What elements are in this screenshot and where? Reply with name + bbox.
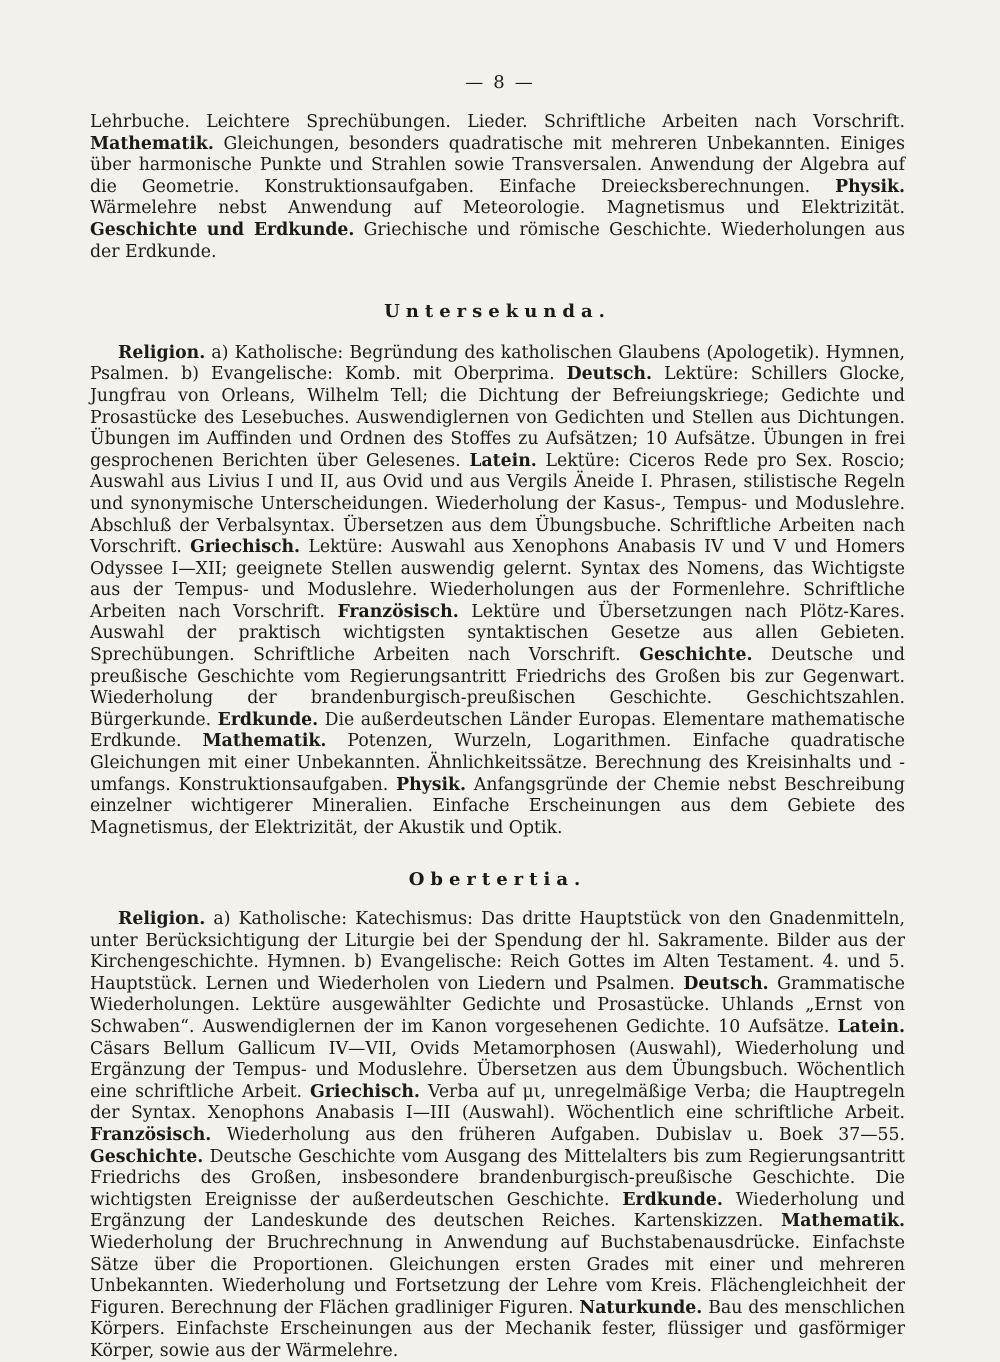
body-text: Potenzen, Wurzeln, Logarithmen. Einfache quadratische Gleichungen mit einer Unbekannten. Ähnlichkeitssätze. Berechnung des Kreisinhalts und -umfangs. Konstruktionsaufgaben. — [90, 731, 905, 795]
subject-keyword: Naturkunde. — [579, 1297, 703, 1318]
subject-keyword: Latein. — [837, 1016, 905, 1037]
page-body — [90, 112, 905, 1362]
subject-keyword: Griechisch. — [190, 537, 301, 558]
body-text: Lektüre: Auswahl aus Xenophons Anabasis IV und V und Homers Odyssee I—XII; geeignete Stellen auswendig gelernt. Syntax des Nomens, das Wichtigste aus der Tempus- und Moduslehre. Wiederholungen aus der Formenlehre. Schriftliche Arbeiten nach Vorschrift. — [90, 537, 905, 622]
subject-keyword: Religion. — [118, 909, 206, 929]
subject-keyword: Deutsch. — [566, 364, 653, 385]
subject-keyword: Deutsch. — [683, 973, 769, 994]
page-number: — 8 — — [465, 72, 535, 93]
subject-keyword: Religion. — [118, 342, 206, 363]
subject-keyword: Geschichte. — [639, 645, 753, 666]
subject-keyword: Griechisch. — [310, 1081, 420, 1102]
body-text: Bau des menschlichen Körpers. Einfachste Erscheinungen aus der Mechanik fester, flüssiger und gasförmiger Körper, sowie aus der Wärmelehre. — [90, 1297, 905, 1361]
subject-keyword: Geschichte und Erdkunde. — [90, 219, 355, 240]
untersekunda-paragraph — [90, 343, 905, 840]
body-text: a) Katholische: Katechismus: Das dritte Hauptstück von den Gnadenmitteln, unter Berücksichtigung der Liturgie bei der Spendung der hl. Sakramente. Bilder aus der Kirchengeschichte. Hymnen. b) Evangelische: Reich Gottes im Alten Testament. 4. und 5. Hauptstück. Lernen und Wiederholen von Liedern und Psalmen. — [90, 909, 905, 994]
body-text: Grammatische Wiederholungen. Lektüre ausgewählter Gedichte und Prosastücke. Uhlands „Ernst von Schwaben“. Auswendiglernen der im Kanon vorgesehenen Gedichte. 10 Aufsätze. — [90, 973, 905, 1037]
subject-keyword: Mathematik. — [781, 1211, 905, 1232]
subject-keyword: Latein. — [469, 450, 537, 471]
intro-paragraph — [90, 112, 905, 263]
subject-keyword: Erdkunde. — [217, 709, 319, 730]
subject-keyword: Physik. — [835, 176, 905, 197]
body-text: Gleichungen, besonders quadratische mit mehreren Unbekannten. Einiges über harmonische Punkte und Strahlen sowie Transversalen. Anwendung der Algebra auf die Geometrie. Konstruktionsaufgaben. Einfache Dreiecksberechnungen. — [90, 133, 905, 197]
body-text: a) Katholische: Begründung des katholischen Glaubens (Apologetik). Hymnen, Psalmen. b) Evangelische: Komb. mit Oberprima. — [90, 342, 905, 385]
section-heading-obertertia: Obertertia. — [408, 869, 587, 891]
subject-keyword: Erdkunde. — [622, 1189, 723, 1210]
subject-keyword: Französisch. — [337, 601, 459, 622]
body-text: Verba auf μι, unregelmäßige Verba; die Hauptregeln der Syntax. Xenophons Anabasis I—III (Auswahl). Wöchentlich eine schriftliche Arbeit. — [90, 1081, 905, 1124]
obertertia-paragraph — [90, 909, 905, 1362]
body-text: Deutsche Geschichte vom Ausgang des Mittelalters bis zum Regierungsantritt Friedrichs des Großen, insbesondere brandenburgisch-preußische Geschichte. Die wichtigsten Ereignisse der außerdeutschen Geschichte. — [90, 1146, 905, 1210]
subject-keyword: Physik. — [396, 774, 466, 795]
body-text: Die außerdeutschen Länder Europas. Elementare mathematische Erdkunde. — [90, 709, 905, 752]
subject-keyword: Französisch. — [90, 1124, 212, 1145]
body-text: Lektüre und Übersetzungen nach Plötz-Kares. Auswahl der praktisch wichtigsten syntaktischen Gesetze aus allen Gebieten. Sprechübungen. Schriftliche Arbeiten nach Vorschrift. — [90, 601, 905, 666]
subject-keyword: Geschichte. — [90, 1146, 204, 1167]
body-text: Deutsche und preußische Geschichte vom Regierungsantritt Friedrichs des Großen bis zur Gegenwart. Wiederholung der brandenburgisch-preußischen Geschichte. Geschichtszahlen. Bürgerkunde. — [90, 645, 905, 730]
body-text: Lektüre: Ciceros Rede pro Sex. Roscio; Auswahl aus Livius I und II, aus Ovid und aus Vergils Äneide I. Phrasen, stilistische Regeln und synonymische Unterscheidungen. Wiederholung der Kasus-, Tempus- und Moduslehre. Abschluß der Verbalsyntax. Übersetzen aus dem Übungsbuche. Schriftliche Arbeiten nach Vorschrift. — [90, 450, 906, 558]
subject-keyword: Mathematik. — [90, 133, 214, 154]
body-text: Wiederholung aus den früheren Aufgaben. Dubislav u. Boek 37—55. — [211, 1124, 905, 1145]
subject-keyword: Mathematik. — [202, 731, 327, 752]
body-text: Lektüre: Schillers Glocke, Jungfrau von Orleans, Wilhelm Tell; die Dichtung der Befreiungskriege; Gedichte und Prosastücke des Lesebuches. Auswendiglernen von Gedichten und Stellen aus Dichtungen. Übungen im Auffinden und Ordnen des Stoffes zu Aufsätzen; 10 Aufsätze. Übungen in frei gesprochenen Berichten über Gelesenes. — [90, 364, 905, 471]
body-text: Griechische und römische Geschichte. Wiederholungen aus der Erdkunde. — [90, 219, 905, 262]
body-text: Wiederholung und Ergänzung der Landeskunde des deutschen Reiches. Kartenskizzen. — [90, 1189, 905, 1232]
body-text: Wärmelehre nebst Anwendung auf Meteorologie. Magnetismus und Elektrizität. — [90, 198, 905, 219]
body-text: Cäsars Bellum Gallicum IV—VII, Ovids Metamorphosen (Auswahl), Wiederholung und Ergänzung der Tempus- und Moduslehre. Übersetzen aus dem Übungsbuch. Wöchentlich eine schriftliche Arbeit. — [90, 1038, 905, 1102]
body-text: Lehrbuche. Leichtere Sprechübungen. Lieder. Schriftliche Arbeiten nach Vorschrift. — [90, 112, 905, 132]
section-heading-untersekunda: Untersekunda. — [384, 301, 611, 323]
body-text: Wiederholung der Bruchrechnung in Anwendung auf Buchstabenausdrücke. Einfachste Sätze über die Proportionen. Gleichungen ersten Grades mit einer und mehreren Unbekannten. Wiederholung und Fortsetzung der Lehre vom Kreis. Flächengleichheit der Figuren. Berechnung der Flächen gradliniger Figuren. — [90, 1232, 905, 1318]
body-text: Anfangsgründe der Chemie nebst Beschreibung einzelner wichtigerer Mineralien. Einfache Erscheinungen aus dem Gebiete des Magnetismus, der Elektrizität, der Akustik und Optik. — [90, 774, 905, 838]
